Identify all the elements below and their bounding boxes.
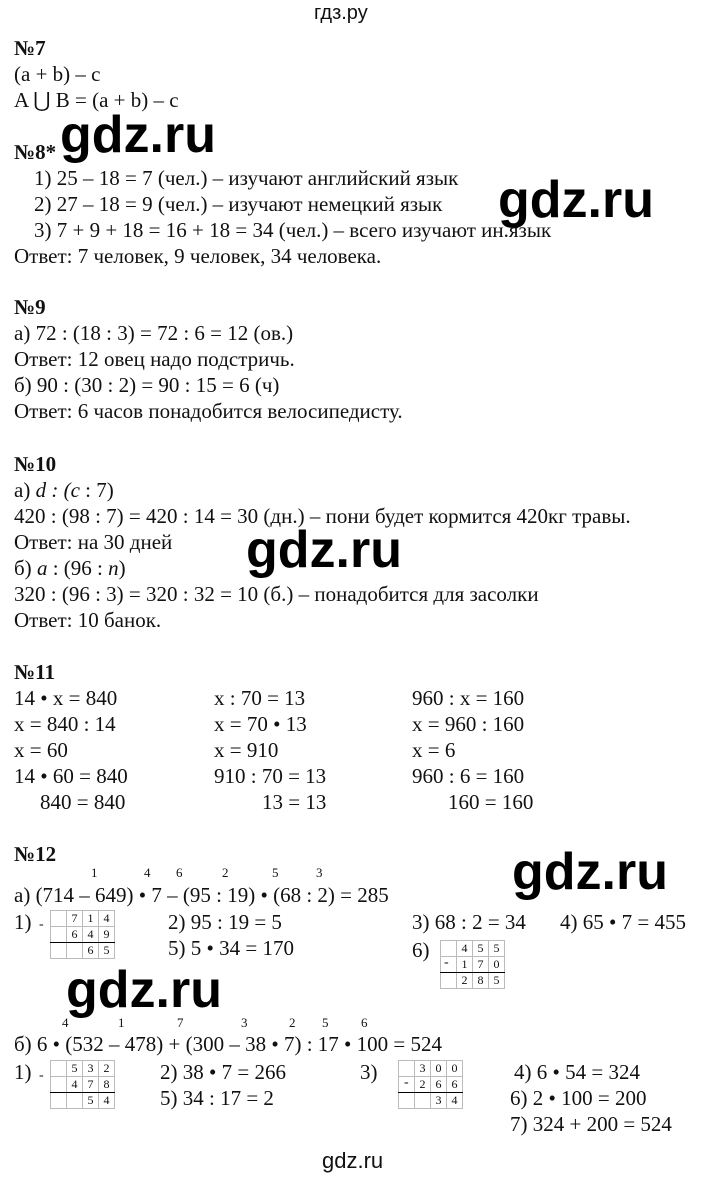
watermark: gdz.ru xyxy=(60,106,216,164)
order-number: 3 xyxy=(241,1015,248,1030)
order-number: 1 xyxy=(91,865,98,880)
task-12b-step7: 7) 324 + 200 = 524 xyxy=(510,1112,672,1136)
task-9-title: №9 xyxy=(14,295,46,319)
task-11-col2-row1: x : 70 = 13 xyxy=(214,686,306,710)
task-10-title: №10 xyxy=(14,452,57,476)
task-11-title: №11 xyxy=(14,660,55,684)
task-9-line4: Ответ: 6 часов понадобится велосипедисту. xyxy=(14,399,403,423)
task-7-title: №7 xyxy=(14,36,46,60)
task-12a-step1: 1) xyxy=(14,910,32,934)
column-subtraction-a1: 7 1 4 6 4 9 6 5 xyxy=(50,910,115,959)
task-11-col2-row2: x = 70 • 13 xyxy=(214,712,307,736)
order-number: 6 xyxy=(361,1015,368,1030)
task-12b-step6: 6) 2 • 100 = 200 xyxy=(510,1086,647,1110)
task-11-col3-row3: x = 6 xyxy=(412,738,456,762)
column-subtraction-b1: 5 3 2 4 7 8 5 4 xyxy=(50,1060,115,1109)
watermark: gdz.ru xyxy=(498,171,654,229)
minus-sign: - xyxy=(444,955,449,970)
task-12b-step5: 5) 34 : 17 = 2 xyxy=(160,1086,274,1110)
task-12a-step6: 6) xyxy=(412,938,430,962)
task-11-col1-row5: 840 = 840 xyxy=(40,790,126,814)
task-9-line1: а) 72 : (18 : 3) = 72 : 6 = 12 (ов.) xyxy=(14,321,294,345)
task-12a-step2: 2) 95 : 19 = 5 xyxy=(168,910,282,934)
order-number: 6 xyxy=(176,865,183,880)
task-11-col2-row5: 13 = 13 xyxy=(262,790,327,814)
task-10-line6: Ответ: 10 банок. xyxy=(14,608,162,632)
task-8-line2: 2) 27 – 18 = 9 (чел.) – изучают немецкий язык xyxy=(34,192,443,216)
watermark: gdz.ru xyxy=(246,521,402,579)
column-subtraction-b3: 3 0 0 2 6 6 3 4 xyxy=(398,1060,463,1109)
task-12b-step4: 4) 6 • 54 = 324 xyxy=(514,1060,640,1084)
order-number: 2 xyxy=(222,865,229,880)
order-number: 1 xyxy=(118,1015,125,1030)
task-12a-expression: а) (714 – 649) • 7 – (95 : 19) • (68 : 2) = 285 xyxy=(14,883,389,907)
task-11-col1-row3: x = 60 xyxy=(14,738,68,762)
task-11-col1-row4: 14 • 60 = 840 xyxy=(14,764,128,788)
order-number: 3 xyxy=(316,865,323,880)
order-number: 5 xyxy=(272,865,279,880)
task-8-answer: Ответ: 7 человек, 9 человек, 34 человека. xyxy=(14,244,382,268)
minus-sign: - xyxy=(39,917,44,932)
watermark: gdz.ru xyxy=(512,843,668,901)
task-10-line3: Ответ: на 30 дней xyxy=(14,530,173,554)
task-12b-step1: 1) xyxy=(14,1060,32,1084)
task-12b-expression: б) 6 • (532 – 478) + (300 – 38 • 7) : 17 • 100 = 524 xyxy=(14,1032,442,1056)
minus-sign: - xyxy=(39,1068,44,1083)
task-8-line1: 1) 25 – 18 = 7 (чел.) – изучают английский язык xyxy=(34,166,459,190)
task-11-col2-row3: x = 910 xyxy=(214,738,279,762)
task-12b-step3: 3) xyxy=(360,1060,378,1084)
task-10-line5: 320 : (96 : 3) = 320 : 32 = 10 (б.) – понадобится для засолки xyxy=(14,582,539,606)
order-number: 7 xyxy=(177,1015,184,1030)
task-11-col3-row1: 960 : x = 160 xyxy=(412,686,525,710)
task-12-title: №12 xyxy=(14,842,57,866)
page-header: гдз.ру xyxy=(314,2,368,24)
task-12b-step2: 2) 38 • 7 = 266 xyxy=(160,1060,286,1084)
task-11-col3-row5: 160 = 160 xyxy=(448,790,534,814)
page-footer: gdz.ru xyxy=(322,1148,384,1173)
task-10-line4: б) a : (96 : n) xyxy=(14,556,126,580)
column-subtraction-a6: 4 5 5 1 7 0 2 8 5 xyxy=(440,940,505,989)
minus-sign: - xyxy=(404,1075,409,1090)
task-10-line2: 420 : (98 : 7) = 420 : 14 = 30 (дн.) – пони будет кормится 420кг травы. xyxy=(14,504,631,528)
task-12a-step5: 5) 5 • 34 = 170 xyxy=(168,936,294,960)
order-number: 4 xyxy=(62,1015,69,1030)
task-9-line3: б) 90 : (30 : 2) = 90 : 15 = 6 (ч) xyxy=(14,373,280,397)
task-11-col3-row4: 960 : 6 = 160 xyxy=(412,764,525,788)
watermark: gdz.ru xyxy=(66,961,222,1019)
order-number: 5 xyxy=(322,1015,329,1030)
task-7-line1: (a + b) – c xyxy=(14,62,101,86)
task-12a-step4: 4) 65 • 7 = 455 xyxy=(560,910,686,934)
order-number: 4 xyxy=(144,865,151,880)
task-11-col2-row4: 910 : 70 = 13 xyxy=(214,764,327,788)
task-11-col1-row2: x = 840 : 14 xyxy=(14,712,116,736)
task-11-col1-row1: 14 • x = 840 xyxy=(14,686,118,710)
order-number: 2 xyxy=(289,1015,296,1030)
task-8-title: №8* xyxy=(14,140,57,164)
task-7-line2: A ⋃ B = (a + b) – c xyxy=(14,88,179,112)
task-12a-step3: 3) 68 : 2 = 34 xyxy=(412,910,526,934)
task-11-col3-row2: x = 960 : 160 xyxy=(412,712,525,736)
task-8-line3: 3) 7 + 9 + 18 = 16 + 18 = 34 (чел.) – всего изучают ин.язык xyxy=(34,218,552,242)
task-9-line2: Ответ: 12 овец надо подстричь. xyxy=(14,347,295,371)
task-10-line1: а) d : (c : 7) xyxy=(14,478,114,502)
